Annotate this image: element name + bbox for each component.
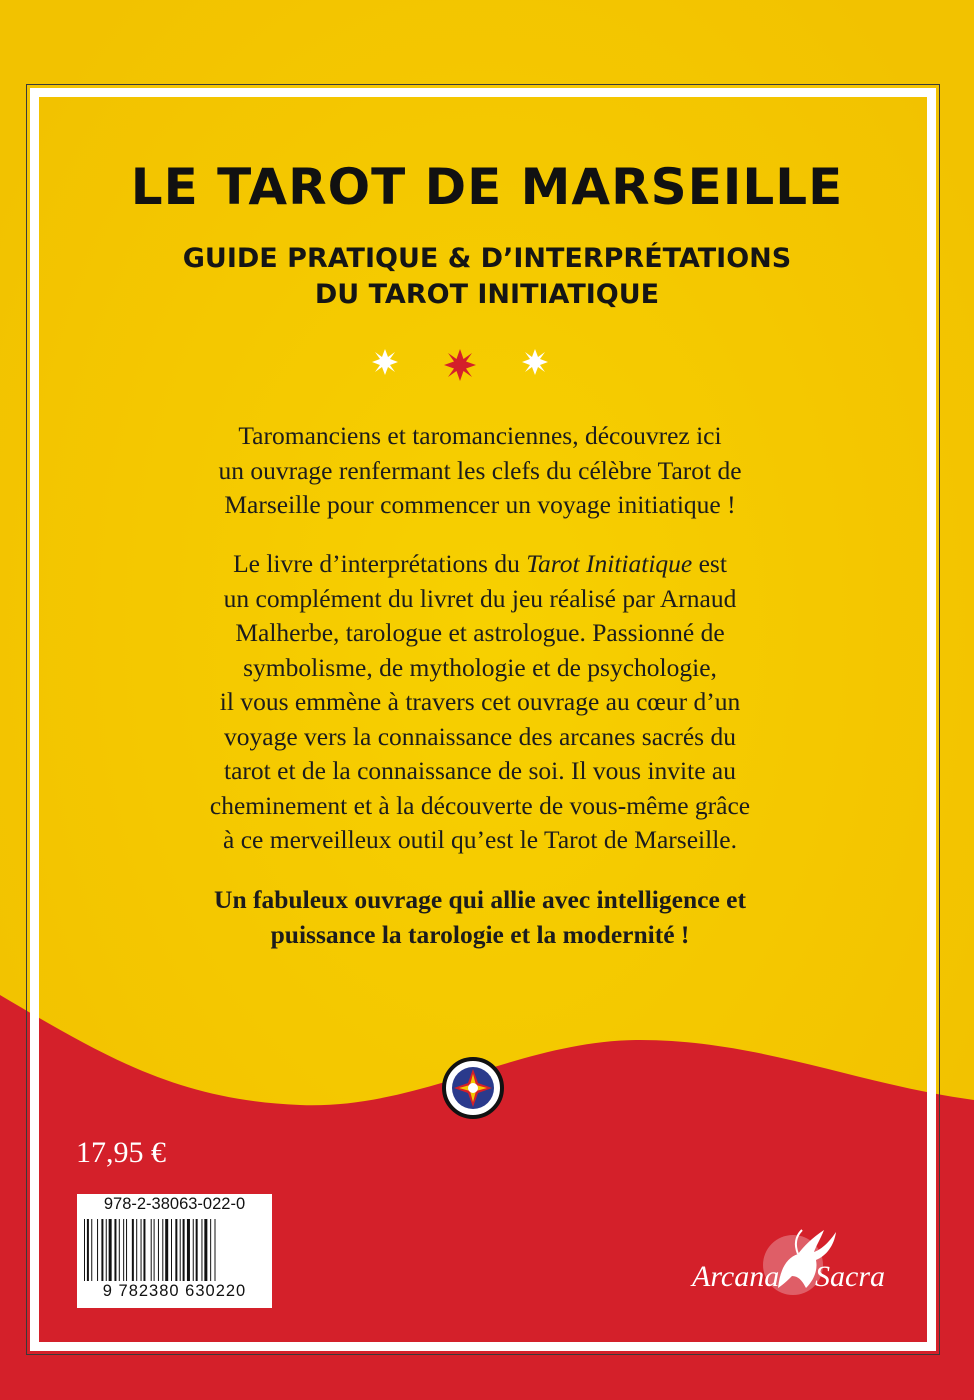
series-name-italic: Tarot Initiatique [526,549,693,578]
compass-emblem-icon [442,1057,504,1119]
description-line: symbolisme, de mythologie et de psychologie, [243,652,717,682]
intro-line: Taromanciens et taromanciennes, découvrez ici [238,421,722,450]
description-line: voyage vers la connaissance des arcanes sacrés du [224,721,736,751]
white-star-icon [522,349,548,375]
description-line: tarot et de la connaissance de soi. Il vous invite au [224,756,736,785]
subtitle-line-1: GUIDE PRATIQUE & D’INTERPRÉTATIONS [182,243,792,274]
description-line: un complément du livret du jeu réalisé par Arnaud [223,583,737,613]
book-subtitle [0,241,974,313]
decorative-stars [360,340,560,390]
description-line [150,547,810,582]
barcode-digits: 9 782380 630220 [102,1282,247,1300]
price-label: 17,95 € [76,1136,166,1169]
barcode [77,1194,272,1308]
publisher-logo-text-arcana: Arcana [692,1260,780,1293]
isbn-number: 978-2-38063-022-0 [103,1195,246,1213]
description-text: est [692,549,727,578]
description-line: à ce merveilleux outil qu’est le Tarot de Marseille. [223,825,737,854]
intro-line: Marseille pour commencer un voyage initiatique ! [224,490,736,519]
white-star-icon [372,349,398,375]
description-line: Malherbe, tarologue et astrologue. Passionné de [235,618,725,647]
description-line: il vous emmène à travers cet ouvrage au cœur d’un [219,687,741,716]
publisher-logo-text-sacra: Sacra [815,1260,885,1293]
description-text: Le livre d’interprétations du [233,549,527,578]
intro-line: un ouvrage renfermant les clefs du célèbre Tarot de [218,455,742,485]
tagline-line: Un fabuleux ouvrage qui allie avec intelligence et [214,885,746,914]
barcode-icon [84,1219,265,1281]
tagline-paragraph [150,883,810,952]
intro-paragraph [150,419,810,523]
description-paragraph [150,547,810,858]
tagline-line: puissance la tarologie et la modernité ! [270,919,690,949]
book-title: LE TAROT DE MARSEILLE [130,158,844,216]
subtitle-line-2: DU TAROT INITIATIQUE [314,279,660,310]
red-star-icon [444,349,476,381]
description-line: cheminement et à la découverte de vous-même grâce [209,790,751,820]
